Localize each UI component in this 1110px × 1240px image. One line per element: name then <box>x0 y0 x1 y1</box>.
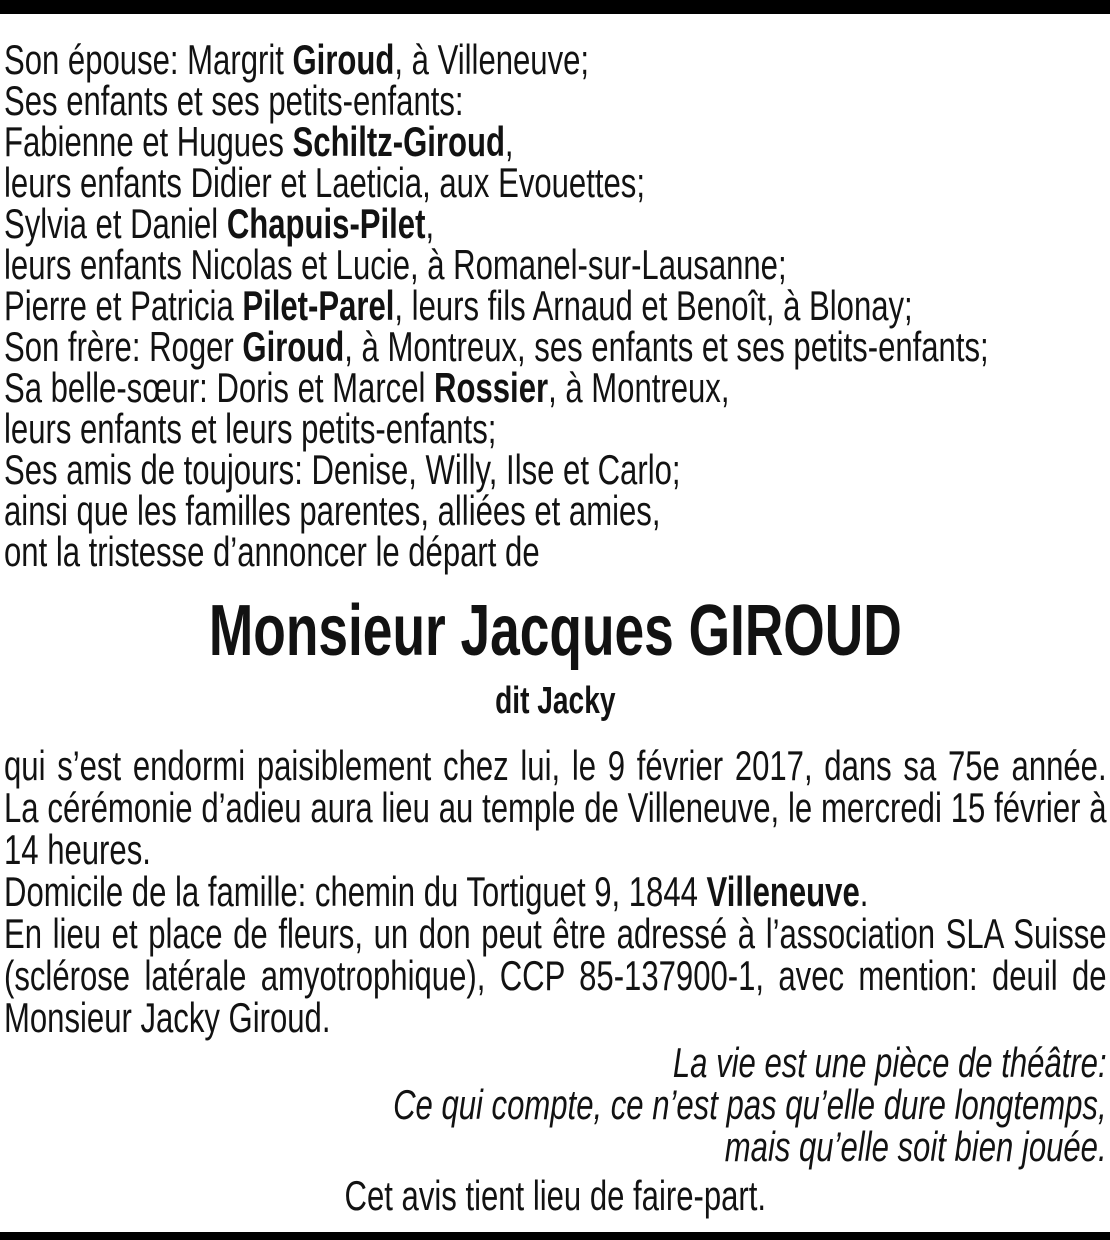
donation-paragraph: En lieu et place de fleurs, un don peut être adressé à l’association SLA Suisse (sclérose latérale amyotrophique), CCP 85-137900-1, avec mention: deuil de Monsieur Jacky Giroud. <box>4 910 1107 1041</box>
top-rule <box>0 0 1110 14</box>
family-line <box>4 36 1107 83</box>
obituary-content <box>4 14 1107 1217</box>
family-line-text: ont la tristesse d’annoncer le départ de <box>4 528 540 575</box>
family-line <box>4 241 1107 288</box>
surname-bold: Rossier <box>434 364 549 411</box>
family-line-text: Son épouse: Margrit <box>4 36 293 83</box>
family-line-text: , à Villeneuve; <box>394 36 590 83</box>
family-line <box>4 159 1107 206</box>
family-line-text: leurs enfants Didier et Laeticia, aux Evouettes; <box>4 159 645 206</box>
family-line <box>4 77 1107 124</box>
family-line-text: , à Montreux, <box>548 364 730 411</box>
family-line-text: leurs enfants Nicolas et Lucie, à Romanel-sur-Lausanne; <box>4 241 787 288</box>
family-line <box>4 323 1107 370</box>
quote-line: La vie est une pièce de théâtre: <box>672 1039 1107 1086</box>
family-line <box>4 446 1107 493</box>
family-line <box>4 405 1107 452</box>
family-line-text: Ses amis de toujours: Denise, Willy, Ilse et Carlo; <box>4 446 681 493</box>
family-line-text: Son frère: Roger <box>4 323 243 370</box>
deceased-nickname: dit Jacky <box>495 680 616 722</box>
family-line-text: Fabienne et Hugues <box>4 118 293 165</box>
surname-bold: Pilet-Parel <box>242 282 395 329</box>
family-line <box>4 200 1107 247</box>
bottom-rule <box>0 1232 1110 1240</box>
family-line-text: Sa belle-sœur: Doris et Marcel <box>4 364 435 411</box>
family-list <box>4 36 1107 575</box>
domicile-line <box>4 868 1107 915</box>
quote-line: mais qu’elle soit bien jouée. <box>724 1123 1107 1170</box>
domicile-text: Domicile de la famille: chemin du Tortiguet 9, 1844 <box>4 868 707 915</box>
family-line <box>4 528 1107 575</box>
domicile-text: . <box>859 868 869 915</box>
deceased-name-title: Monsieur Jacques GIROUD <box>208 591 902 671</box>
family-line-text: , <box>504 118 514 165</box>
family-line-text: Sylvia et Daniel <box>4 200 227 247</box>
family-line-text: Ses enfants et ses petits-enfants: <box>4 77 464 124</box>
surname-bold: Chapuis-Pilet <box>226 200 426 247</box>
family-line-text: , <box>425 200 435 247</box>
quote-line: Ce qui compte, ce n’est pas qu’elle dure longtemps, <box>393 1081 1107 1128</box>
family-line-text: leurs enfants et leurs petits-enfants; <box>4 405 497 452</box>
family-line-text: , leurs fils Arnaud et Benoît, à Blonay; <box>394 282 913 329</box>
memorial-quote <box>4 1039 1107 1170</box>
family-line-text: , à Montreux, ses enfants et ses petits-enfants; <box>344 323 989 370</box>
family-line <box>4 282 1107 329</box>
family-line <box>4 487 1107 534</box>
domicile-town-bold: Villeneuve <box>706 868 860 915</box>
surname-bold: Schiltz-Giroud <box>292 118 505 165</box>
closing-line: Cet avis tient lieu de faire-part. <box>344 1172 767 1219</box>
family-line-text: Pierre et Patricia <box>4 282 243 329</box>
death-announcement-paragraph: qui s’est endormi paisiblement chez lui, le 9 février 2017, dans sa 75e année. La cérémonie d’adieu aura lieu au temple de Villeneuve, le mercredi 15 février à 14 heures. <box>4 742 1107 873</box>
family-line <box>4 118 1107 165</box>
surname-bold: Giroud <box>292 36 395 83</box>
surname-bold: Giroud <box>242 323 345 370</box>
family-line <box>4 364 1107 411</box>
family-line-text: ainsi que les familles parentes, alliées et amies, <box>4 487 661 534</box>
